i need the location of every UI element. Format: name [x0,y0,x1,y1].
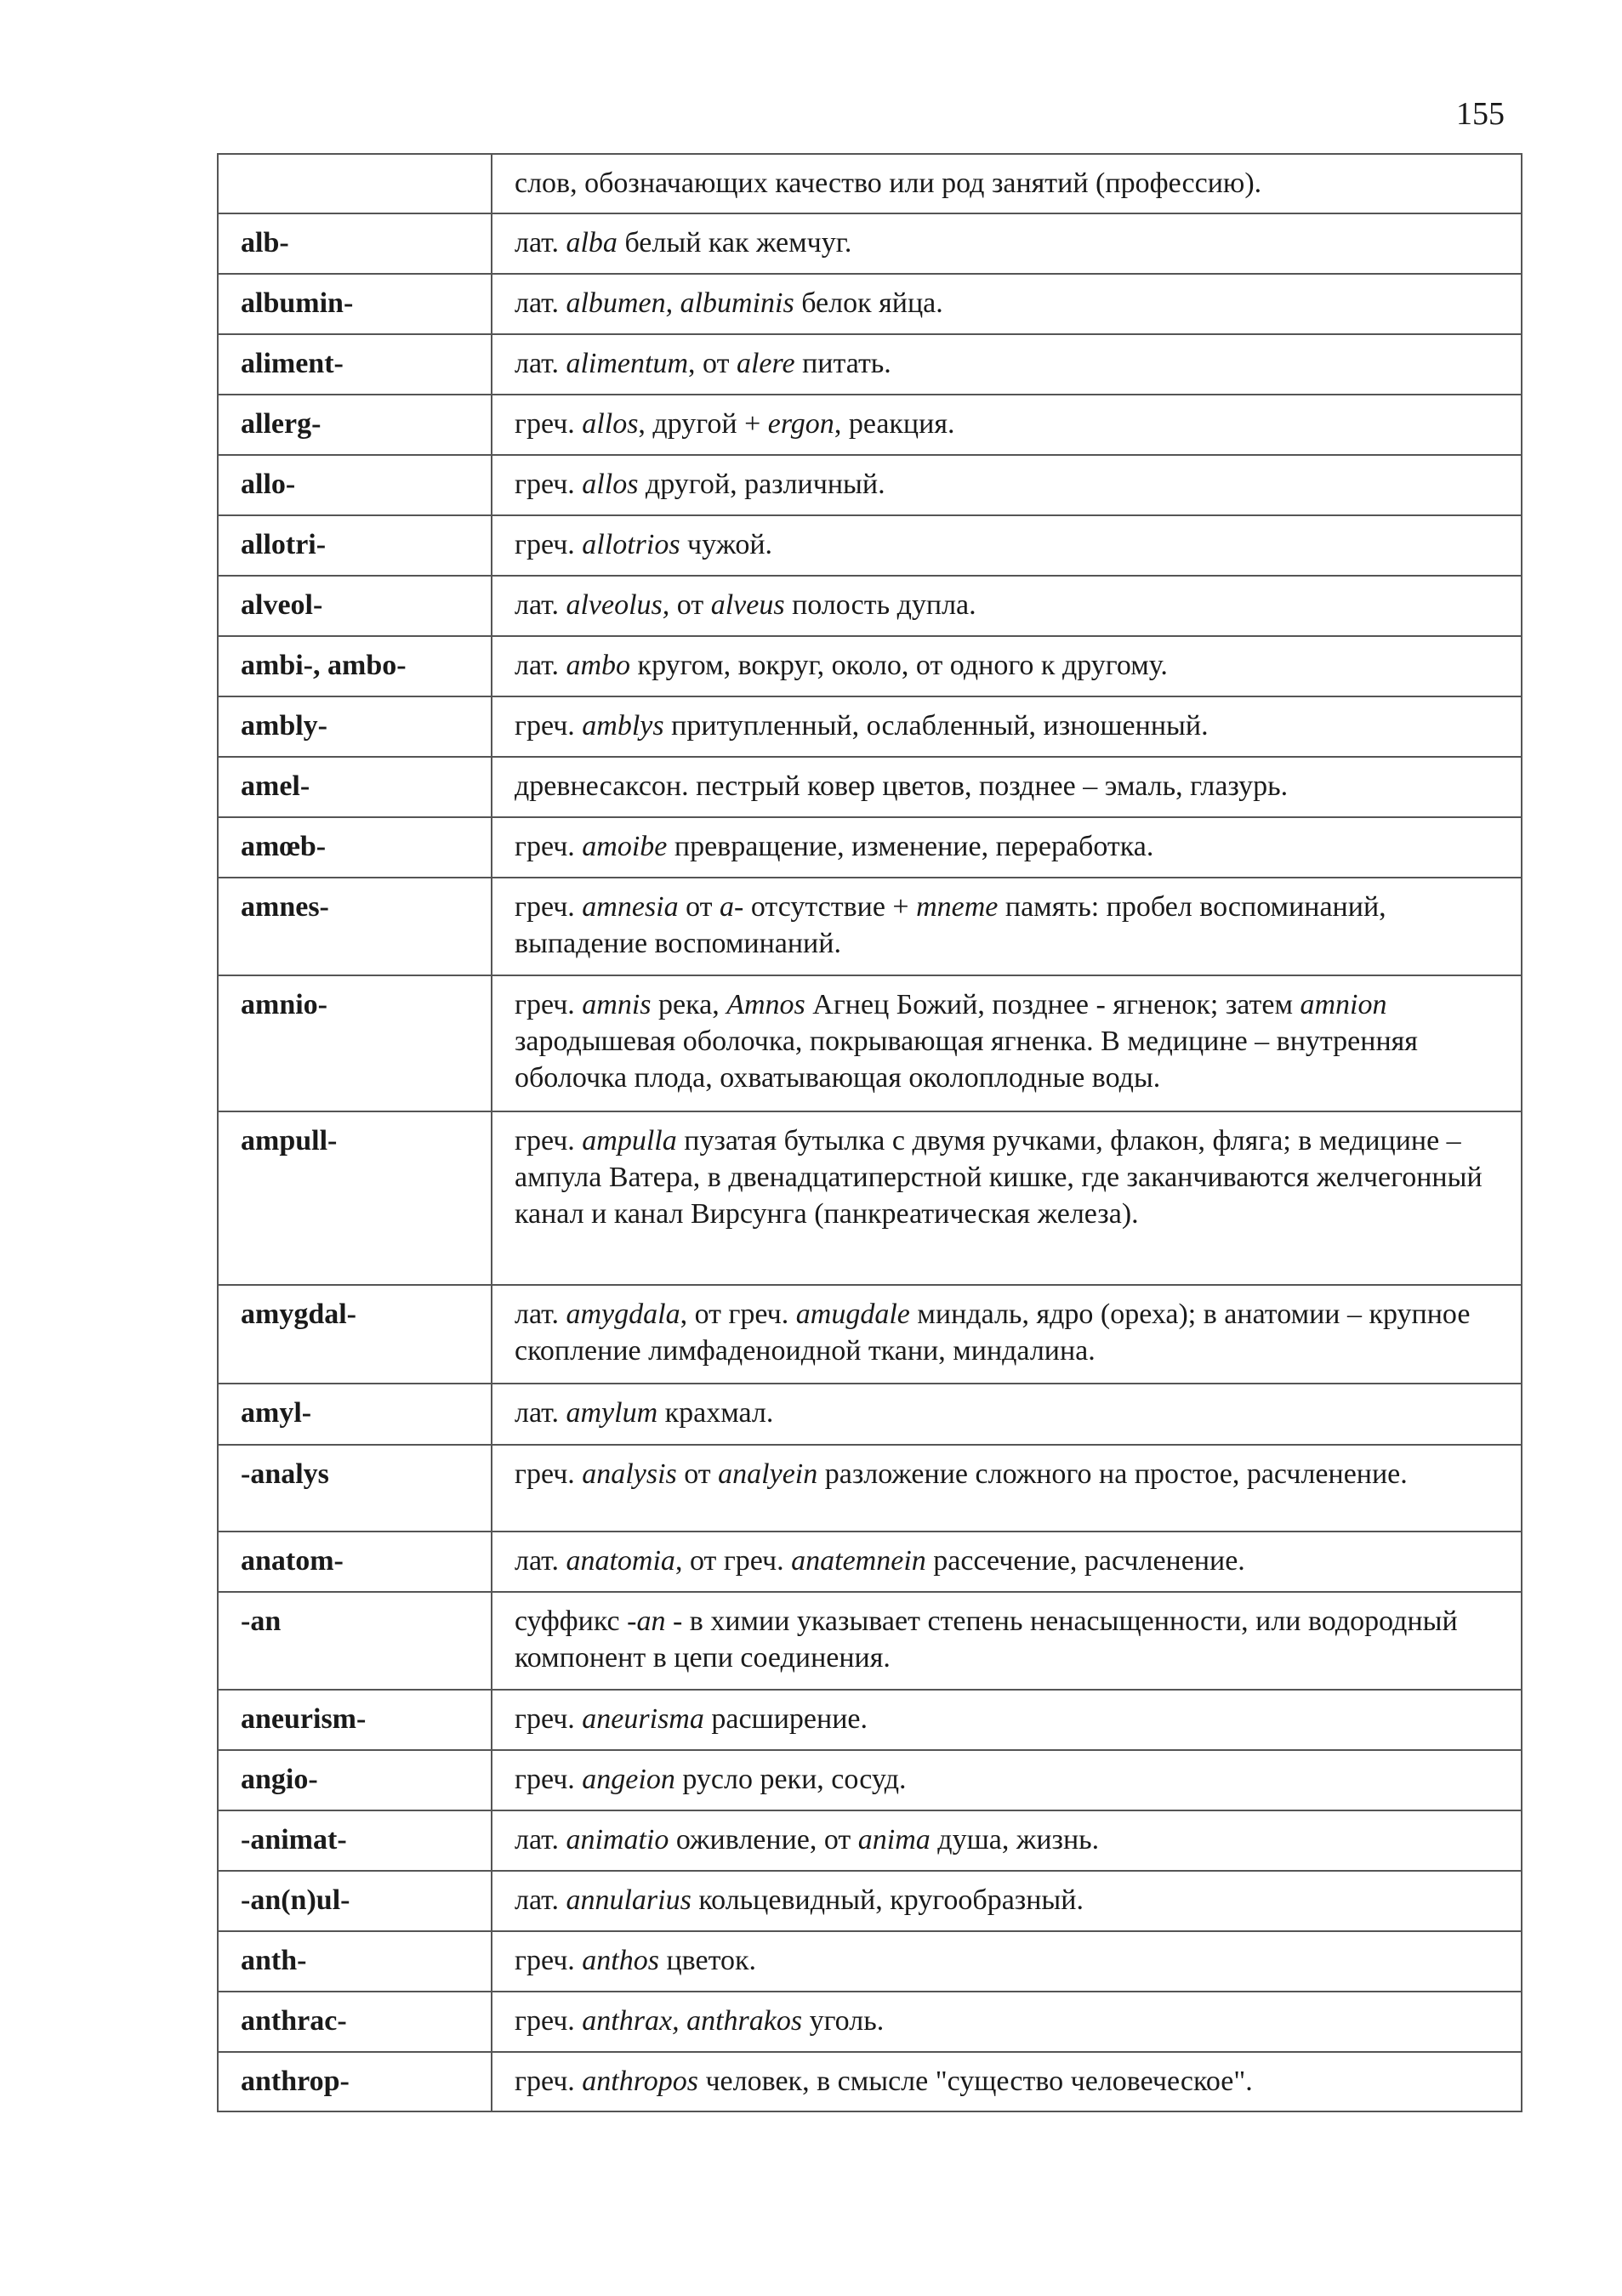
definition-text: греч. [515,1764,583,1795]
definition-text: , от греч. [674,1545,792,1577]
definition-etymon: analyein [718,1458,818,1490]
definition-text: лат. [515,1299,566,1330]
definition-text: греч. [515,1703,583,1735]
glossary-body [218,154,1522,2111]
definition-etymon: annularius [566,1884,691,1916]
definition-etymon: alimentum [566,348,689,379]
definition-cell [492,817,1522,878]
table-row [218,696,1522,757]
table-row [218,515,1522,576]
definition-text: лат. [515,1824,566,1856]
definition-text: греч. [515,529,583,560]
definition-etymon: ambo [566,650,631,681]
definition-text: лат. [515,1884,566,1916]
definition-etymon: ampulla [582,1125,677,1157]
definition-text: полость дупла. [784,589,976,621]
definition-text: душа, жизнь. [930,1824,1100,1856]
definition-cell [492,696,1522,757]
definition-cell [492,636,1522,696]
table-row [218,1931,1522,1992]
definition-text: греч. [515,2005,583,2037]
definition-text: питать. [794,348,891,379]
definition-text: лат. [515,227,566,259]
definition-cell [492,1445,1522,1532]
table-row [218,395,1522,455]
definition-text: от [669,589,711,621]
definition-etymon: amylum [566,1397,658,1429]
definition-cell [492,576,1522,636]
definition-etymon: -an [627,1605,666,1637]
definition-cell [492,757,1522,817]
page-number: 155 [1456,96,1505,132]
term-cell: alb- [218,213,492,274]
definition-text: , от греч. [680,1299,796,1330]
definition-text: притупленный, ослабленный, изношенный. [663,710,1209,742]
definition-text: другой, различный. [638,469,885,500]
definition-cell [492,975,1522,1111]
definition-text: слов, обозначающих качество или род занятий (профессию). [515,168,1262,199]
definition-etymon: aneurisma [582,1703,704,1735]
definition-text: - в химии указывает степень ненасыщенности, или водородный компонент в цепи соединения. [515,1605,1458,1674]
definition-text: кольцевидный, кругообразный. [691,1884,1084,1916]
definition-cell [492,2052,1522,2111]
table-row [218,1445,1522,1532]
term-cell: anatom- [218,1532,492,1592]
term-cell [218,154,492,213]
term-cell: alveol- [218,576,492,636]
term-cell: amnio- [218,975,492,1111]
definition-text: уголь. [802,2005,885,2037]
definition-text: лат. [515,287,566,319]
definition-text: лат. [515,1545,566,1577]
term-cell: -an(n)ul- [218,1871,492,1931]
definition-etymon: alere [736,348,795,379]
table-row [218,817,1522,878]
definition-etymon: albumen, albuminis [566,287,794,319]
term-cell: albumin- [218,274,492,334]
term-cell: ambi-, ambo- [218,636,492,696]
definition-cell [492,1111,1522,1285]
definition-cell [492,1871,1522,1931]
definition-text: крахмал. [657,1397,774,1429]
term-cell: angio- [218,1750,492,1810]
term-cell: anthrop- [218,2052,492,2111]
definition-text: , от [688,348,737,379]
definition-etymon: animatio [566,1824,669,1856]
table-row [218,1992,1522,2052]
table-row [218,334,1522,395]
definition-text: суффикс [515,1605,628,1637]
definition-etymon: amnion [1300,989,1387,1020]
definition-cell [492,395,1522,455]
definition-etymon: amygdala [566,1299,680,1330]
definition-etymon: allos [582,408,639,440]
definition-text: лат. [515,1397,566,1429]
term-cell: -analys [218,1445,492,1532]
definition-text: лат. [515,348,566,379]
definition-etymon: anthos [582,1945,659,1976]
definition-cell [492,1285,1522,1384]
definition-text: греч. [515,831,583,862]
definition-text: память: пробел воспоминаний, выпадение воспоминаний. [515,891,1386,959]
definition-text: лат. [515,650,566,681]
definition-text: от [678,891,720,923]
term-cell: amyl- [218,1384,492,1445]
definition-etymon: analysis [582,1458,677,1490]
definition-text: греч. [515,1458,583,1490]
definition-etymon: amugdale [795,1299,910,1330]
definition-etymon: allotrios [582,529,680,560]
definition-text: русло реки, сосуд. [674,1764,907,1795]
definition-text: чужой. [680,529,773,560]
definition-cell [492,1810,1522,1871]
definition-etymon: amblys [582,710,664,742]
definition-text: греч. [515,989,583,1020]
definition-cell [492,1992,1522,2052]
table-row [218,1750,1522,1810]
table-row [218,1111,1522,1285]
definition-etymon: anima [857,1824,931,1856]
definition-text: превращение, изменение, переработка. [667,831,1154,862]
definition-text: греч. [515,1945,583,1976]
definition-text: кругом, вокруг, около, от одного к другому. [630,650,1168,681]
definition-cell [492,334,1522,395]
definition-text: пузатая бутылка с двумя ручками, флакон, фляга; в медицине – ампула Ватера, в двенадцатиперстной кишке, где заканчиваются желчегонный канал и канал Вирсунга (панкреатическая железа). [515,1125,1483,1230]
definition-cell [492,1750,1522,1810]
definition-cell [492,878,1522,975]
definition-cell [492,213,1522,274]
table-row [218,878,1522,975]
definition-text: отсутствие + [743,891,917,923]
definition-text: Агнец Божий, позднее - ягненок; затем [805,989,1300,1020]
table-row [218,455,1522,515]
definition-text: расширение. [703,1703,868,1735]
definition-cell [492,515,1522,576]
term-cell: amnes- [218,878,492,975]
table-row [218,975,1522,1111]
definition-etymon: amnesia [582,891,679,923]
definition-etymon: amnis [582,989,652,1020]
definition-text: греч. [515,2066,583,2097]
definition-etymon: anatemnein [791,1545,926,1577]
definition-text: древнесаксон. пестрый ковер цветов, позднее – эмаль, глазурь. [515,770,1289,802]
definition-cell [492,1592,1522,1690]
definition-text: рассечение, расчленение. [925,1545,1245,1577]
table-row [218,1285,1522,1384]
definition-text: белый как жемчуг. [617,227,852,259]
definition-text: , реакция. [834,408,955,440]
definition-text: зародышевая оболочка, покрывающая ягненка. В медицине – внутренняя оболочка плода, охватывающая околоплодные воды. [515,1026,1418,1094]
term-cell: aliment- [218,334,492,395]
term-cell: amœb- [218,817,492,878]
definition-etymon: mneme [916,891,999,923]
definition-text: разложение сложного на простое, расчленение. [817,1458,1408,1490]
definition-etymon: anthropos [582,2066,698,2097]
definition-cell [492,1931,1522,1992]
term-cell: amygdal- [218,1285,492,1384]
table-row [218,1592,1522,1690]
table-row [218,757,1522,817]
definition-etymon: ergon [767,408,834,440]
definition-text: , другой + [638,408,768,440]
definition-etymon: anthrax, anthrakos [582,2005,803,2037]
definition-cell [492,1532,1522,1592]
definition-text: греч. [515,408,583,440]
definition-cell [492,1690,1522,1750]
term-cell: anth- [218,1931,492,1992]
definition-etymon: Amnos [726,989,805,1020]
term-cell: allerg- [218,395,492,455]
table-row [218,576,1522,636]
term-cell: -animat- [218,1810,492,1871]
definition-cell [492,455,1522,515]
definition-text: греч. [515,469,583,500]
table-row [218,636,1522,696]
definition-cell [492,274,1522,334]
table-row [218,1532,1522,1592]
term-cell: aneurism- [218,1690,492,1750]
table-row [218,1871,1522,1931]
term-cell: ambly- [218,696,492,757]
table-row [218,2052,1522,2111]
definition-text: река, [651,989,727,1020]
term-cell: -an [218,1592,492,1690]
definition-etymon: a- [720,891,744,923]
term-cell: ampull- [218,1111,492,1285]
definition-etymon: angeion [582,1764,675,1795]
term-cell: anthrac- [218,1992,492,2052]
definition-text: от [676,1458,719,1490]
definition-text: оживление, от [669,1824,858,1856]
definition-text: человек, в смысле "существо человеческое". [697,2066,1253,2097]
definition-text: белок яйца. [794,287,943,319]
definition-etymon: amoibe [582,831,668,862]
definition-text: миндаль, ядро (ореха); в анатомии – крупное скопление лимфаденоидной ткани, миндалина. [515,1299,1471,1367]
definition-text: греч. [515,891,583,923]
definition-cell [492,154,1522,213]
definition-text: греч. [515,1125,583,1157]
table-row [218,154,1522,213]
definition-etymon: anatomia [566,1545,675,1577]
table-row [218,213,1522,274]
table-row [218,1384,1522,1445]
term-cell: amel- [218,757,492,817]
definition-text: цветок. [658,1945,757,1976]
definition-cell [492,1384,1522,1445]
table-row [218,1690,1522,1750]
definition-etymon: allos [582,469,639,500]
definition-etymon: alba [566,227,617,259]
definition-text: лат. [515,589,566,621]
glossary-table [217,153,1522,2112]
table-row [218,1810,1522,1871]
definition-text: греч. [515,710,583,742]
term-cell: allotri- [218,515,492,576]
definition-etymon: alveus [710,589,785,621]
definition-etymon: alveolus, [566,589,670,621]
term-cell: allo- [218,455,492,515]
table-row [218,274,1522,334]
